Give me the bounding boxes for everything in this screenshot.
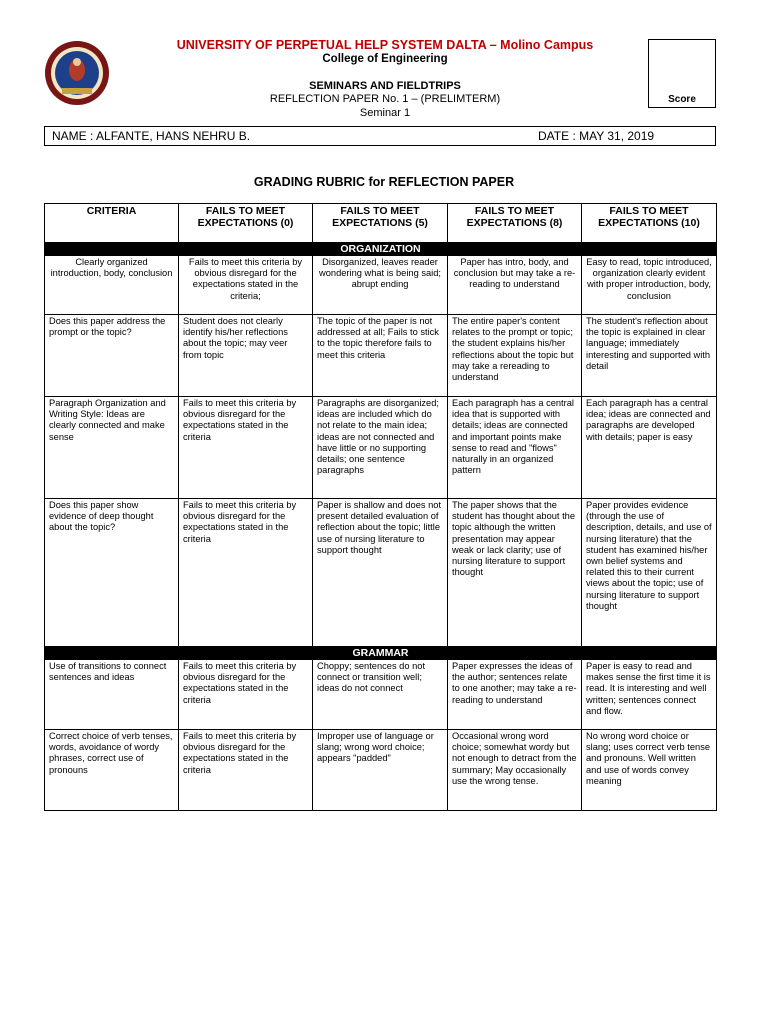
table-cell: Paper provides evidence (through the use of description, details, and use of nursing literature) that the student has examined his/her own belief systems and related this to their current views about the topic; use of nursing literature to support thought (582, 499, 717, 647)
table-cell: No wrong word choice or slang; uses correct verb tense and pronouns. Well written and use of words convey meaning (582, 730, 717, 811)
table-row (45, 397, 717, 499)
table-cell: Paragraph Organization and Writing Style: Ideas are clearly connected and make sense (45, 397, 179, 499)
table-header-row (45, 204, 717, 243)
column-header: CRITERIA (45, 204, 179, 243)
table-cell: The student's reflection about the topic is explained in clear language; immediately interesting and supported with detail (582, 315, 717, 397)
submission-date: DATE : MAY 31, 2019 (538, 129, 655, 143)
university-name: UNIVERSITY OF PERPETUAL HELP SYSTEM DALTA – Molino Campus (176, 38, 594, 52)
table-cell: Occasional wrong word choice; somewhat wordy but not enough to detract from the summary; May occasionally use the wrong tense. (448, 730, 582, 811)
column-header: FAILS TO MEET EXPECTATIONS (10) (582, 204, 717, 243)
college-name: College of Engineering (322, 53, 448, 65)
table-row (45, 499, 717, 647)
table-cell: Fails to meet this criteria by obvious disregard for the expectations stated in the criteria (179, 397, 313, 499)
table-cell: Correct choice of verb tenses, words, avoidance of wordy phrases, correct use of pronouns (45, 730, 179, 811)
table-row (45, 660, 717, 730)
student-info-bar (44, 126, 716, 146)
section-row-grammar (45, 647, 717, 660)
table-cell: Use of transitions to connect sentences and ideas (45, 660, 179, 730)
student-name: NAME : ALFANTE, HANS NEHRU B. (52, 129, 251, 143)
table-cell: Clearly organized introduction, body, conclusion (45, 256, 179, 315)
column-header: FAILS TO MEET EXPECTATIONS (5) (313, 204, 448, 243)
table-cell: Does this paper show evidence of deep thought about the topic? (45, 499, 179, 647)
table-cell: Easy to read, topic introduced, organization clearly evident with proper introduction, body, conclusion (582, 256, 717, 315)
table-cell: Paper is shallow and does not present detailed evaluation of reflection about the topic; little use of nursing literature to support thought (313, 499, 448, 647)
university-seal-logo (44, 40, 110, 106)
table-cell: Improper use of language or slang; wrong word choice; appears "padded" (313, 730, 448, 811)
table-cell: Student does not clearly identify his/her reflections about the topic; may veer from topic (179, 315, 313, 397)
grading-rubric-table (44, 203, 717, 811)
table-cell: Disorganized, leaves reader wondering what is being said; abrupt ending (313, 256, 448, 315)
score-label: Score (668, 94, 696, 105)
table-cell: Each paragraph has a central idea that is supported with details; ideas are connected and important points make sense to read and "flows" naturally in an organized pattern (448, 397, 582, 499)
score-box (648, 39, 716, 108)
column-header: FAILS TO MEET EXPECTATIONS (0) (179, 204, 313, 243)
section-row-organization (45, 243, 717, 256)
paper-title: REFLECTION PAPER No. 1 – (PRELIMTERM) (269, 93, 501, 105)
table-cell: Fails to meet this criteria by obvious disregard for the expectations stated in the criteria (179, 730, 313, 811)
table-cell: Paper expresses the ideas of the author; sentences relate to one another; may take a re-reading to understand (448, 660, 582, 730)
rubric-title: GRADING RUBRIC for REFLECTION PAPER (253, 175, 515, 189)
table-cell: Fails to meet this criteria by obvious disregard for the expectations stated in the criteria; (179, 256, 313, 315)
table-row (45, 256, 717, 315)
table-cell: Paper is easy to read and makes sense the first time it is read. It is interesting and well written; sentences connect and flow. (582, 660, 717, 730)
table-cell: Choppy; sentences do not connect or transition well; ideas do not connect (313, 660, 448, 730)
table-cell: Paper has intro, body, and conclusion but may take a re-reading to understand (448, 256, 582, 315)
table-cell: Fails to meet this criteria by obvious disregard for the expectations stated in the criteria (179, 660, 313, 730)
table-row (45, 315, 717, 397)
section-label: ORGANIZATION (45, 243, 717, 256)
table-cell: Paragraphs are disorganized; ideas are included which do not relate to the main idea; ideas are not connected and have little or no supporting details; one sentence paragraphs (313, 397, 448, 499)
table-cell: The entire paper's content relates to the prompt or topic; the student explains his/her reflections about the topic but may take a rereading to understand (448, 315, 582, 397)
table-row (45, 730, 717, 811)
table-cell: Fails to meet this criteria by obvious disregard for the expectations stated in the criteria (179, 499, 313, 647)
table-cell: The paper shows that the student has thought about the topic although the written presentation may appear weak or lack clarity; use of nursing literature to support thought (448, 499, 582, 647)
course-title: SEMINARS AND FIELDTRIPS (309, 80, 461, 92)
table-cell: Does this paper address the prompt or the topic? (45, 315, 179, 397)
column-header: FAILS TO MEET EXPECTATIONS (8) (448, 204, 582, 243)
table-cell: The topic of the paper is not addressed at all; Fails to stick to the topic therefore fails to meet this criteria (313, 315, 448, 397)
section-label: GRAMMAR (45, 647, 717, 660)
table-cell: Each paragraph has a central idea; ideas are connected and paragraphs are developed with details; paper is easy (582, 397, 717, 499)
seminar-label: Seminar 1 (359, 107, 411, 119)
